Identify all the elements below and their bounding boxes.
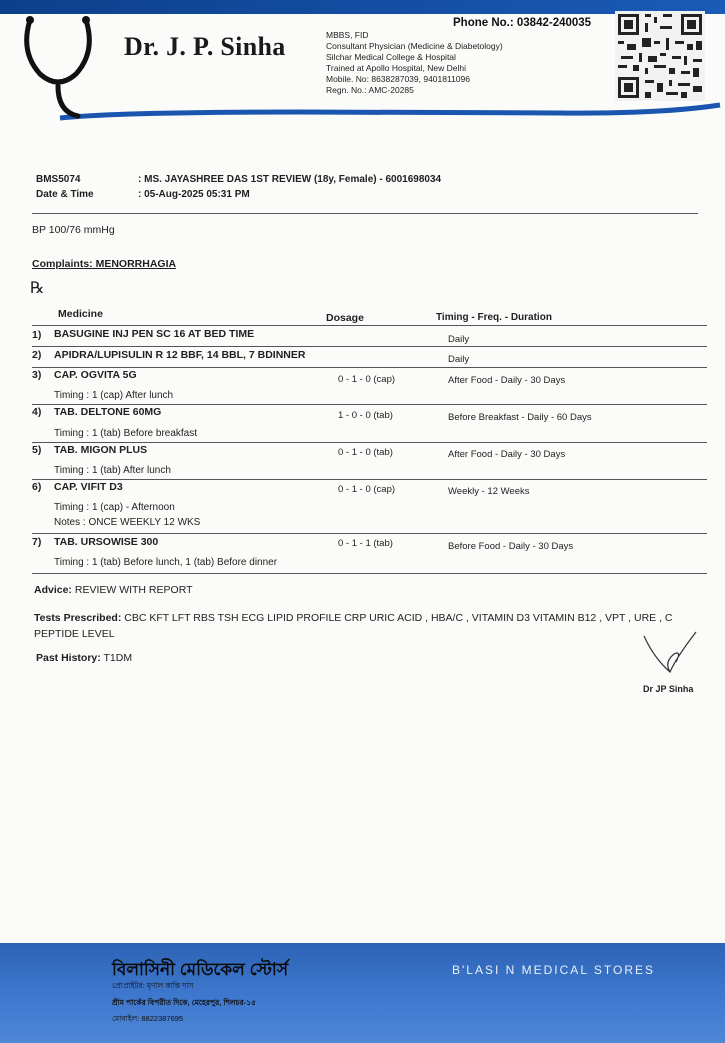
medicine-number: 5) [32, 444, 42, 456]
medicine-name: BASUGINE INJ PEN SC 16 AT BED TIME [54, 328, 255, 340]
advice-label: Advice: [34, 584, 72, 596]
medicine-timing: After Food - Daily - 30 Days [448, 449, 566, 460]
medicine-timing: After Food - Daily - 30 Days [448, 375, 566, 386]
medicine-dosage: 0 - 1 - 0 (cap) [338, 374, 396, 385]
table-divider [32, 404, 707, 405]
qualification-line: Consultant Physician (Medicine & Diabetology) [326, 41, 503, 51]
doctor-name: Dr. J. P. Sinha [124, 32, 286, 61]
table-divider [32, 573, 707, 574]
medicine-instruction: Timing : 1 (cap) After lunch [54, 390, 174, 401]
qualification-line: Regn. No.: AMC-20285 [326, 85, 414, 95]
patient-labels [36, 172, 94, 202]
medicine-number: 2) [32, 349, 42, 361]
advice-text: REVIEW WITH REPORT [71, 584, 193, 596]
medicine-name: CAP. OGVITA 5G [54, 369, 137, 381]
medicine-dosage: 0 - 1 - 1 (tab) [338, 538, 393, 549]
qualification-line: MBBS, FID [326, 30, 369, 40]
medicine-dosage: 1 - 0 - 0 (tab) [338, 410, 393, 421]
store-name-bengali: বিলাসিনী মেডিকেল স্টোর্স [112, 960, 289, 979]
medicine-number: 3) [32, 369, 42, 381]
medicine-timing: Before Food - Daily - 30 Days [448, 541, 574, 552]
qr-code-icon [615, 10, 705, 102]
medicine-number: 4) [32, 406, 42, 418]
store-name-english: B'LASI N MEDICAL STORES [452, 963, 656, 977]
date-time-label: Date & Time [36, 189, 94, 200]
tests-prescribed [34, 610, 714, 642]
blood-pressure: BP 100/76 mmHg [32, 224, 115, 236]
medicine-instruction: Timing : 1 (cap) - Afternoon [54, 502, 175, 513]
medicine-timing: Before Breakfast - Daily - 60 Days [448, 412, 592, 423]
store-address: শ্রীম পাৰ্কের বিপরীত দিকে, মেহেরপুর, শিলচর-১৫ [112, 998, 256, 1007]
doctor-qualifications [326, 30, 503, 96]
medicine-column-header: Medicine [58, 308, 103, 320]
divider [32, 213, 698, 214]
timing-column-header: Timing - Freq. - Duration [436, 312, 552, 323]
medicine-name: CAP. VIFIT D3 [54, 481, 123, 493]
store-mobile: মোবাইল: 8822387695 [112, 1014, 184, 1023]
rx-icon: ℞ [30, 280, 45, 297]
stethoscope-logo-icon [18, 12, 108, 122]
table-divider [32, 533, 707, 534]
qualification-line: Mobile. No: 8638287039, 9401811096 [326, 74, 470, 84]
medicine-timing: Daily [448, 354, 470, 365]
advice [34, 584, 193, 596]
patient-info [138, 172, 441, 202]
footer-band [0, 943, 725, 1043]
medicine-name: TAB. MIGON PLUS [54, 444, 148, 456]
medicine-instruction: Timing : 1 (tab) Before breakfast [54, 428, 198, 439]
medicine-name: TAB. DELTONE 60MG [54, 406, 162, 418]
qualification-line: Trained at Apollo Hospital, New Delhi [326, 63, 467, 73]
medicine-name: TAB. URSOWISE 300 [54, 536, 159, 548]
patient-id: BMS5074 [36, 174, 81, 185]
signature-name: Dr JP Sinha [643, 684, 694, 694]
past-history-text: T1DM [100, 652, 133, 664]
tests-text: CBC KFT LFT RBS TSH ECG LIPID PROFILE CRP URIC ACID , HBA/C , VITAMIN D3 VITAMIN B12 , VPT , URE , C PEPTIDE LEVEL [34, 612, 673, 640]
patient-name: : MS. JAYASHREE DAS 1ST REVIEW (18y, Female) - 6001698034 [138, 174, 442, 185]
medicine-number: 6) [32, 481, 42, 493]
medicine-dosage: 0 - 1 - 0 (tab) [338, 447, 393, 458]
table-divider [32, 479, 707, 480]
table-divider [32, 325, 707, 326]
dosage-column-header: Dosage [326, 312, 364, 324]
doctor-phone: Phone No.: 03842-240035 [453, 17, 592, 29]
store-proprietor: প্রোপ্রাইটর: মৃণাল কান্তি দাস [112, 981, 194, 990]
medicine-number: 1) [32, 329, 42, 341]
tests-label: Tests Prescribed: [34, 612, 122, 624]
medicine-timing: Daily [448, 334, 470, 345]
medicine-instruction: Timing : 1 (tab) After lunch [54, 465, 171, 476]
medicine-note: Notes : ONCE WEEKLY 12 WKS [54, 517, 201, 528]
table-divider [32, 346, 707, 347]
medicine-name: APIDRA/LUPISULIN R 12 BBF, 14 BBL, 7 BDINNER [54, 349, 306, 361]
medicine-instruction: Timing : 1 (tab) Before lunch, 1 (tab) Before dinner [54, 557, 278, 568]
qualification-line: Silchar Medical College & Hospital [326, 52, 456, 62]
visit-date: : 05-Aug-2025 05:31 PM [138, 189, 250, 200]
past-history-label: Past History: [36, 652, 101, 664]
table-divider [32, 442, 707, 443]
past-history [36, 652, 132, 664]
signature-icon [640, 628, 700, 678]
medicine-timing: Weekly - 12 Weeks [448, 486, 530, 497]
medicine-number: 7) [32, 536, 42, 548]
table-divider [32, 367, 707, 368]
complaints: Complaints: MENORRHAGIA [32, 258, 177, 270]
medicine-dosage: 0 - 1 - 0 (cap) [338, 484, 396, 495]
